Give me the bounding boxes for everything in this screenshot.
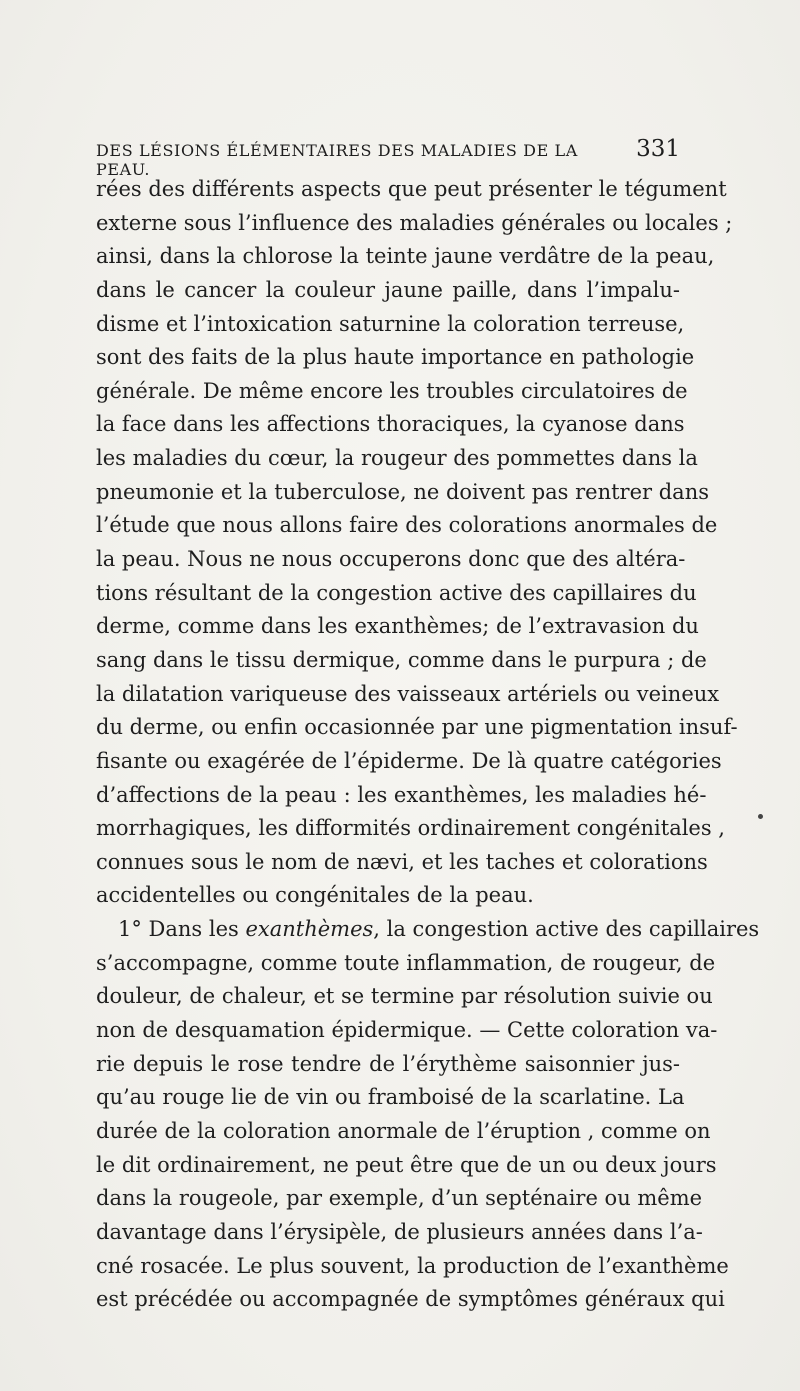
text-line: morrhagiques, les difformités ordinairement congénitales ,: [96, 816, 725, 841]
text-line: rie depuis le rose tendre de l’érythème saisonnier jus-: [96, 1051, 680, 1076]
text-line: la dilatation variqueuse des vaisseaux artériels ou veineux: [96, 681, 720, 706]
text-line: connues sous le nom de nævi, et les taches et colorations: [96, 849, 708, 874]
text-line: l’étude que nous allons faire des colorations anormales de: [96, 513, 718, 538]
text-line: est précédée ou accompagnée de symptômes généraux qui: [96, 1287, 725, 1312]
text-line: externe sous l’influence des maladies générales ou locales ;: [96, 210, 733, 235]
text-line: derme, comme dans les exanthèmes; de l’extravasion du: [96, 614, 699, 639]
text-line: dans la rougeole, par exemple, d’un septénaire ou même: [96, 1186, 703, 1211]
text-line: pneumonie et la tuberculose, ne doivent pas rentrer dans: [96, 479, 709, 504]
text-line: s’accompagne, comme toute inflammation, de rougeur, de: [96, 950, 716, 975]
text-line: du derme, ou enfin occasionnée par une pigmentation insuf-: [96, 715, 738, 740]
text-line: le dit ordinairement, ne peut être que de un ou deux jours: [96, 1152, 717, 1177]
text-line: la peau. Nous ne nous occuperons donc que des altéra-: [96, 547, 686, 572]
section-number: 1° Dans les: [118, 917, 246, 942]
text-line: sont des faits de la plus haute importance en pathologie: [96, 345, 695, 370]
line-continuation: , la congestion active des capillaires: [373, 917, 760, 942]
text-line: générale. De même encore les troubles circulatoires de: [96, 378, 688, 403]
text-line: cné rosacée. Le plus souvent, la production de l’exanthème: [96, 1253, 729, 1278]
paragraph-start-line: [96, 913, 760, 947]
paragraph-end-line: accidentelles ou congénitales de la peau.: [96, 883, 534, 908]
ink-speck: [758, 814, 763, 819]
italic-term: exanthèmes: [245, 917, 374, 942]
body-text: [96, 173, 760, 1317]
text-line: dans le cancer la couleur jaune paille, dans l’impalu-: [96, 277, 680, 302]
page-number: 331: [636, 136, 680, 162]
text-line: durée de la coloration anormale de l’éruption , comme on: [96, 1118, 711, 1143]
running-head: [96, 136, 680, 179]
text-line: ainsi, dans la chlorose la teinte jaune verdâtre de la peau,: [96, 244, 715, 269]
running-title: DES LÉSIONS ÉLÉMENTAIRES DES MALADIES DE LA PEAU.: [96, 141, 578, 179]
text-line: les maladies du cœur, la rougeur des pommettes dans la: [96, 446, 698, 471]
text-line: douleur, de chaleur, et se termine par résolution suivie ou: [96, 984, 713, 1009]
text-line: disme et l’intoxication saturnine la coloration terreuse,: [96, 311, 685, 336]
text-line: sang dans le tissu dermique, comme dans le purpura ; de: [96, 647, 707, 672]
text-line: rées des différents aspects que peut présenter le tégument: [96, 177, 727, 201]
text-line: fisante ou exagérée de l’épiderme. De là quatre catégories: [96, 748, 722, 773]
text-line: davantage dans l’érysipèle, de plusieurs années dans l’a-: [96, 1219, 703, 1244]
text-line: d’affections de la peau : les exanthèmes, les maladies hé-: [96, 782, 707, 807]
text-line: non de desquamation épidermique. — Cette coloration va-: [96, 1018, 718, 1043]
text-line: la face dans les affections thoraciques, la cyanose dans: [96, 412, 685, 437]
text-line: tions résultant de la congestion active des capillaires du: [96, 580, 697, 605]
text-line: qu’au rouge lie de vin ou framboisé de la scarlatine. La: [96, 1085, 685, 1110]
